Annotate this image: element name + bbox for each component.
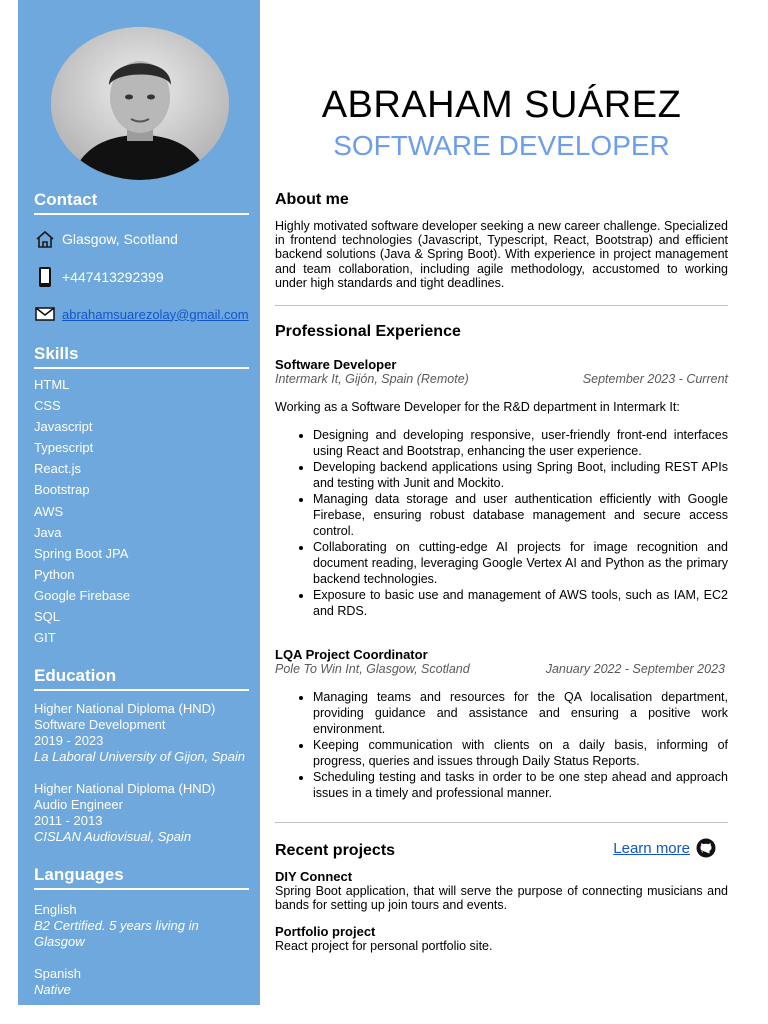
- github-icon[interactable]: [696, 838, 716, 858]
- sidebar: [18, 0, 260, 1005]
- skills-section: [34, 344, 249, 648]
- edu-school: CISLAN Audiovisual, Spain: [34, 829, 192, 844]
- language-entry: [34, 902, 209, 950]
- projects-title: Recent projects: [275, 842, 396, 859]
- skill-item: GIT: [34, 630, 56, 646]
- job-bullet: • Scheduling testing and tasks in order to be one step ahead and approach issues in a timely and professional manner.: [313, 769, 728, 801]
- skills-title: Skills: [34, 344, 249, 369]
- edu-years: 2011 - 2013: [34, 813, 103, 828]
- skill-item: SQL: [34, 609, 61, 625]
- contact-email: [34, 303, 249, 325]
- job-header: [275, 357, 728, 386]
- skill-item: AWS: [34, 503, 64, 519]
- person-name: ABRAHAM SUÁREZ: [321, 84, 682, 126]
- mail-icon: [34, 303, 56, 325]
- skill-item: HTML: [34, 377, 70, 392]
- contact-title: Contact: [34, 190, 249, 215]
- contact-location: [34, 228, 178, 250]
- skill-item: React.js: [34, 461, 81, 477]
- experience-title: Professional Experience: [275, 323, 461, 340]
- edu-school: La Laboral University of Gijon, Spain: [34, 749, 246, 764]
- edu-field: Software Development: [34, 717, 166, 732]
- learn-more-link[interactable]: Learn more: [613, 839, 690, 857]
- language-name: English: [34, 902, 77, 917]
- language-entry: [34, 966, 249, 998]
- location-text: Glasgow, Scotland: [62, 231, 178, 247]
- profile-photo: [51, 27, 229, 180]
- job-role: SOFTWARE DEVELOPER: [333, 130, 670, 161]
- skill-item: Google Firebase: [34, 587, 131, 603]
- phone-text: +447413292399: [62, 269, 164, 285]
- project-name: Portfolio project: [275, 924, 376, 939]
- project-item: [275, 925, 728, 953]
- skill-item: Bootstrap: [34, 482, 90, 498]
- language-name: Spanish: [34, 966, 81, 981]
- skill-item: Typescript: [34, 440, 94, 456]
- email-link[interactable]: abrahamsuarezolay@gmail.com: [62, 306, 249, 322]
- job-title: Software Developer: [275, 357, 397, 372]
- skills-list: [34, 374, 249, 648]
- job-bullet: • Designing and developing responsive, user-friendly front-end interfaces using React and Bootstrap, enhancing the user experience.: [313, 427, 728, 459]
- job-bullet: • Managing teams and resources for the QA localisation department, providing guidance and assistance and ensuring a positive work environment.: [313, 689, 728, 737]
- edu-field: Audio Engineer: [34, 797, 123, 812]
- languages-title: Languages: [34, 865, 249, 890]
- edu-degree: Higher National Diploma (HND): [34, 701, 216, 716]
- job-bullet: • Exposure to basic use and management of AWS tools, such as IAM, EC2 and RDS.: [313, 587, 728, 619]
- skill-item: CSS: [34, 398, 61, 414]
- learn-more: [613, 838, 716, 858]
- divider: [275, 305, 728, 306]
- job-dates: September 2023 - Current: [582, 372, 728, 386]
- project-desc: React project for personal portfolio site.: [275, 939, 493, 953]
- job-company: Pole To Win Int, Glasgow, Scotland: [275, 662, 470, 676]
- project-item: [275, 870, 728, 912]
- skill-item: Javascript: [34, 419, 93, 435]
- projects-header: [275, 838, 728, 864]
- language-detail: Native: [34, 982, 71, 997]
- job-bullet: • Collaborating on cutting-edge AI projects for image recognition and document reading, leveraging Google Vertex AI and Python as the primary backend technologies.: [313, 539, 728, 587]
- job-bullet: • Managing data storage and user authentication efficiently with Google Firebase, ensuring robust database management and secure access control.: [313, 491, 728, 539]
- education-section: [34, 666, 249, 845]
- home-icon: [34, 228, 56, 250]
- education-title: Education: [34, 666, 249, 691]
- job-intro: Working as a Software Developer for the R&D department in Intermark It:: [275, 400, 680, 414]
- job-bullet: • Keeping communication with clients on a daily basis, informing of progress, queries and issues through Daily Status Reports.: [313, 737, 728, 769]
- about-text: Highly motivated software developer seeking a new career challenge. Specialized in frontend technologies (Javascript, Typescript, React, Bootstrap) and efficient backend solutions (Java & Spring Boot). With experience in project management and team collaboration, including agile methodology, accustomed to working under high standards and tight deadlines.: [275, 219, 728, 290]
- phone-icon: [34, 266, 56, 288]
- project-name: DIY Connect: [275, 869, 353, 884]
- languages-section: [34, 865, 249, 998]
- job-bullet: • Developing backend applications using Spring Boot, including REST APIs and testing with Junit and Mockito.: [313, 459, 728, 491]
- contact-section: [34, 190, 249, 335]
- skill-item: Spring Boot JPA: [34, 545, 129, 561]
- job-company: Intermark It, Gijón, Spain (Remote): [275, 372, 469, 386]
- job-header: [275, 647, 728, 676]
- education-entry: [34, 781, 249, 845]
- job-bullets: [275, 427, 728, 619]
- edu-years: 2019 - 2023: [34, 733, 104, 748]
- education-entry: [34, 701, 249, 765]
- language-detail: B2 Certified. 5 years living in Glasgow: [34, 918, 199, 949]
- edu-degree: Higher National Diploma (HND): [34, 781, 216, 796]
- skill-item: Python: [34, 566, 75, 582]
- project-desc: Spring Boot application, that will serve the purpose of connecting musicians and bands for setting up join tours and events.: [275, 884, 728, 912]
- job-title: LQA Project Coordinator: [275, 647, 428, 662]
- job-bullets: [275, 689, 728, 801]
- divider: [275, 822, 728, 823]
- avatar: [51, 27, 229, 180]
- job-dates: January 2022 - September 2023: [545, 662, 725, 676]
- contact-phone: [34, 266, 164, 288]
- skill-item: Java: [34, 524, 62, 540]
- about-title: About me: [275, 191, 349, 208]
